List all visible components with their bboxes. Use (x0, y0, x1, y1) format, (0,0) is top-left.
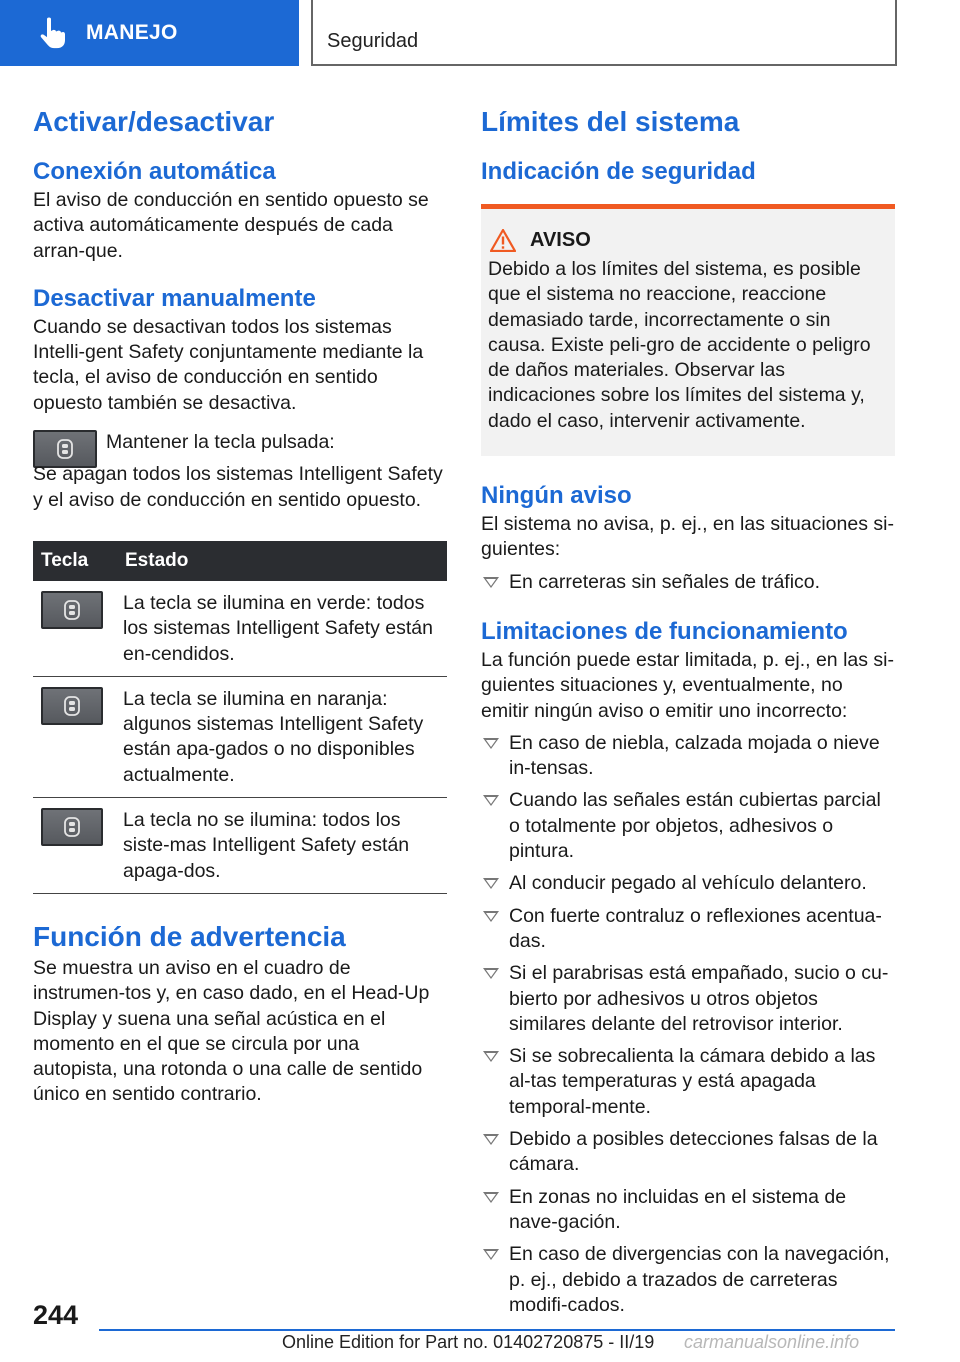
list-item: En caso de niebla, calzada mojada o nieve in-tensas. (481, 731, 895, 782)
heading-ningun-aviso: Ningún aviso (481, 482, 632, 510)
bullet-triangle-icon (483, 577, 499, 588)
list-item: Cuando las señales están cubiertas parcial o totalmente por objetos, adhesivos o pintura. (481, 788, 895, 864)
table-header-estado: Estado (113, 541, 447, 581)
list-limitaciones (481, 731, 895, 1318)
warning-title: AVISO (530, 229, 591, 251)
bullet-triangle-icon (483, 911, 499, 922)
heading-funcion-advertencia: Función de advertencia (33, 920, 346, 952)
heading-desactivar-manualmente: Desactivar manualmente (33, 284, 316, 312)
chapter-header (311, 0, 897, 66)
safety-key-icon (63, 600, 81, 620)
list-item: Al conducir pegado al vehículo delantero. (481, 871, 895, 896)
footer-edition: Online Edition for Part no. 01402720875 - II/19 (282, 1332, 655, 1352)
list-item: Debido a posibles detecciones falsas de la cámara. (481, 1127, 895, 1178)
list-item: Si el parabrisas está empañado, sucio o cu-bierto por adhesivos u otros objetos similares delante del retrovisor interior. (481, 961, 895, 1037)
heading-conexion-automatica: Conexión automática (33, 158, 276, 185)
key-instruction (33, 430, 447, 513)
bullet-triangle-icon (483, 1134, 499, 1145)
paragraph-limitaciones: La función puede estar limitada, p. ej., en las si-guientes situaciones y, eventualmente, no emitir ningún aviso o emitir uno incorrecto: (481, 648, 894, 722)
state-table (33, 541, 447, 894)
state-text: La tecla se ilumina en verde: todos los sistemas Intelligent Safety están en-cendidos. (113, 581, 447, 676)
section-label: MANEJO (86, 21, 178, 44)
key-instruction-line1: Mantener la tecla pulsada: (106, 431, 335, 454)
chapter-title: Seguridad (327, 30, 419, 52)
bullet-triangle-icon (483, 1249, 499, 1260)
bullet-triangle-icon (483, 968, 499, 979)
heading-indicacion: Indicación de seguridad (481, 158, 756, 185)
list-item: En caso de divergencias con la navegación, p. ej., debido a trazados de carreteras modifi-cados. (481, 1242, 895, 1318)
safety-key-icon (56, 439, 74, 459)
watermark: carmanualsonline.info (684, 1332, 860, 1352)
list-item: En carreteras sin señales de tráfico. (481, 570, 895, 595)
safety-key-icon (63, 696, 81, 716)
heading-limites: Límites del sistema (481, 106, 740, 137)
list-ningun-aviso (481, 570, 895, 595)
bullet-triangle-icon (483, 1192, 499, 1203)
table-header-tecla: Tecla (33, 541, 113, 581)
right-column (481, 100, 895, 1318)
paragraph-funcion: Se muestra un aviso en el cuadro de instrumen-tos y, en caso dado, en el Head-Up Display y suena una señal acústica en el momento en el que se circula por una autopista, una rotonda o una calle de sentido único en sentido contrario. (33, 956, 430, 1106)
safety-key-button (41, 808, 103, 846)
warning-triangle-icon (490, 229, 516, 252)
paragraph-conexion: El aviso de conducción en sentido opuesto se activa automáticamente después de cada arran-que. (33, 189, 429, 262)
left-column (33, 100, 447, 1108)
page-number: 244 (33, 1300, 79, 1330)
list-item: En zonas no incluidas en el sistema de nave-gación. (481, 1185, 895, 1236)
table-row (33, 676, 447, 797)
state-text: La tecla no se ilumina: todos los siste-mas Intelligent Safety están apaga-dos. (113, 798, 447, 894)
table-row (33, 581, 447, 676)
list-item: Con fuerte contraluz o reflexiones acentua-das. (481, 904, 895, 955)
key-instruction-line2: Se apagan todos los sistemas Intelligent Safety y el aviso de conducción en sentido opuesto. (33, 463, 443, 511)
heading-limitaciones: Limitaciones de funcionamiento (481, 617, 848, 645)
warning-box (481, 204, 895, 456)
bullet-triangle-icon (483, 738, 499, 749)
list-item: Si se sobrecalienta la cámara debido a las al-tas temperaturas y está apagada temporal-mente. (481, 1044, 895, 1120)
safety-key-icon (63, 817, 81, 837)
bullet-triangle-icon (483, 878, 499, 889)
safety-key-button (41, 591, 103, 629)
table-row (33, 798, 447, 894)
paragraph-ningun: El sistema no avisa, p. ej., en las situaciones si-guientes: (481, 513, 894, 561)
state-text: La tecla se ilumina en naranja: algunos sistemas Intelligent Safety están apa-gados o no disponibles actualmente. (113, 676, 447, 797)
bullet-triangle-icon (483, 795, 499, 806)
footer-rule (99, 1329, 895, 1331)
section-tab (0, 0, 299, 66)
warning-text: Debido a los límites del sistema, es posible que el sistema no reaccione, reaccione demasiado tarde, incorrectamente o sin causa. Existe peli-gro de accidente o peligro de daños materiales. Observar las indicaciones sobre los límites del sistema y, dado el caso, intervenir activamente. (488, 258, 871, 432)
paragraph-desactivar: Cuando se desactivan todos los sistemas Intelli-gent Safety conjuntamente mediante la tecla, el aviso de conducción en sentido opuesto también se desactiva. (33, 315, 424, 414)
safety-key-button (41, 687, 103, 725)
heading-activar: Activar/desactivar (33, 106, 275, 137)
hand-pointer-icon (36, 16, 68, 50)
bullet-triangle-icon (483, 1051, 499, 1062)
